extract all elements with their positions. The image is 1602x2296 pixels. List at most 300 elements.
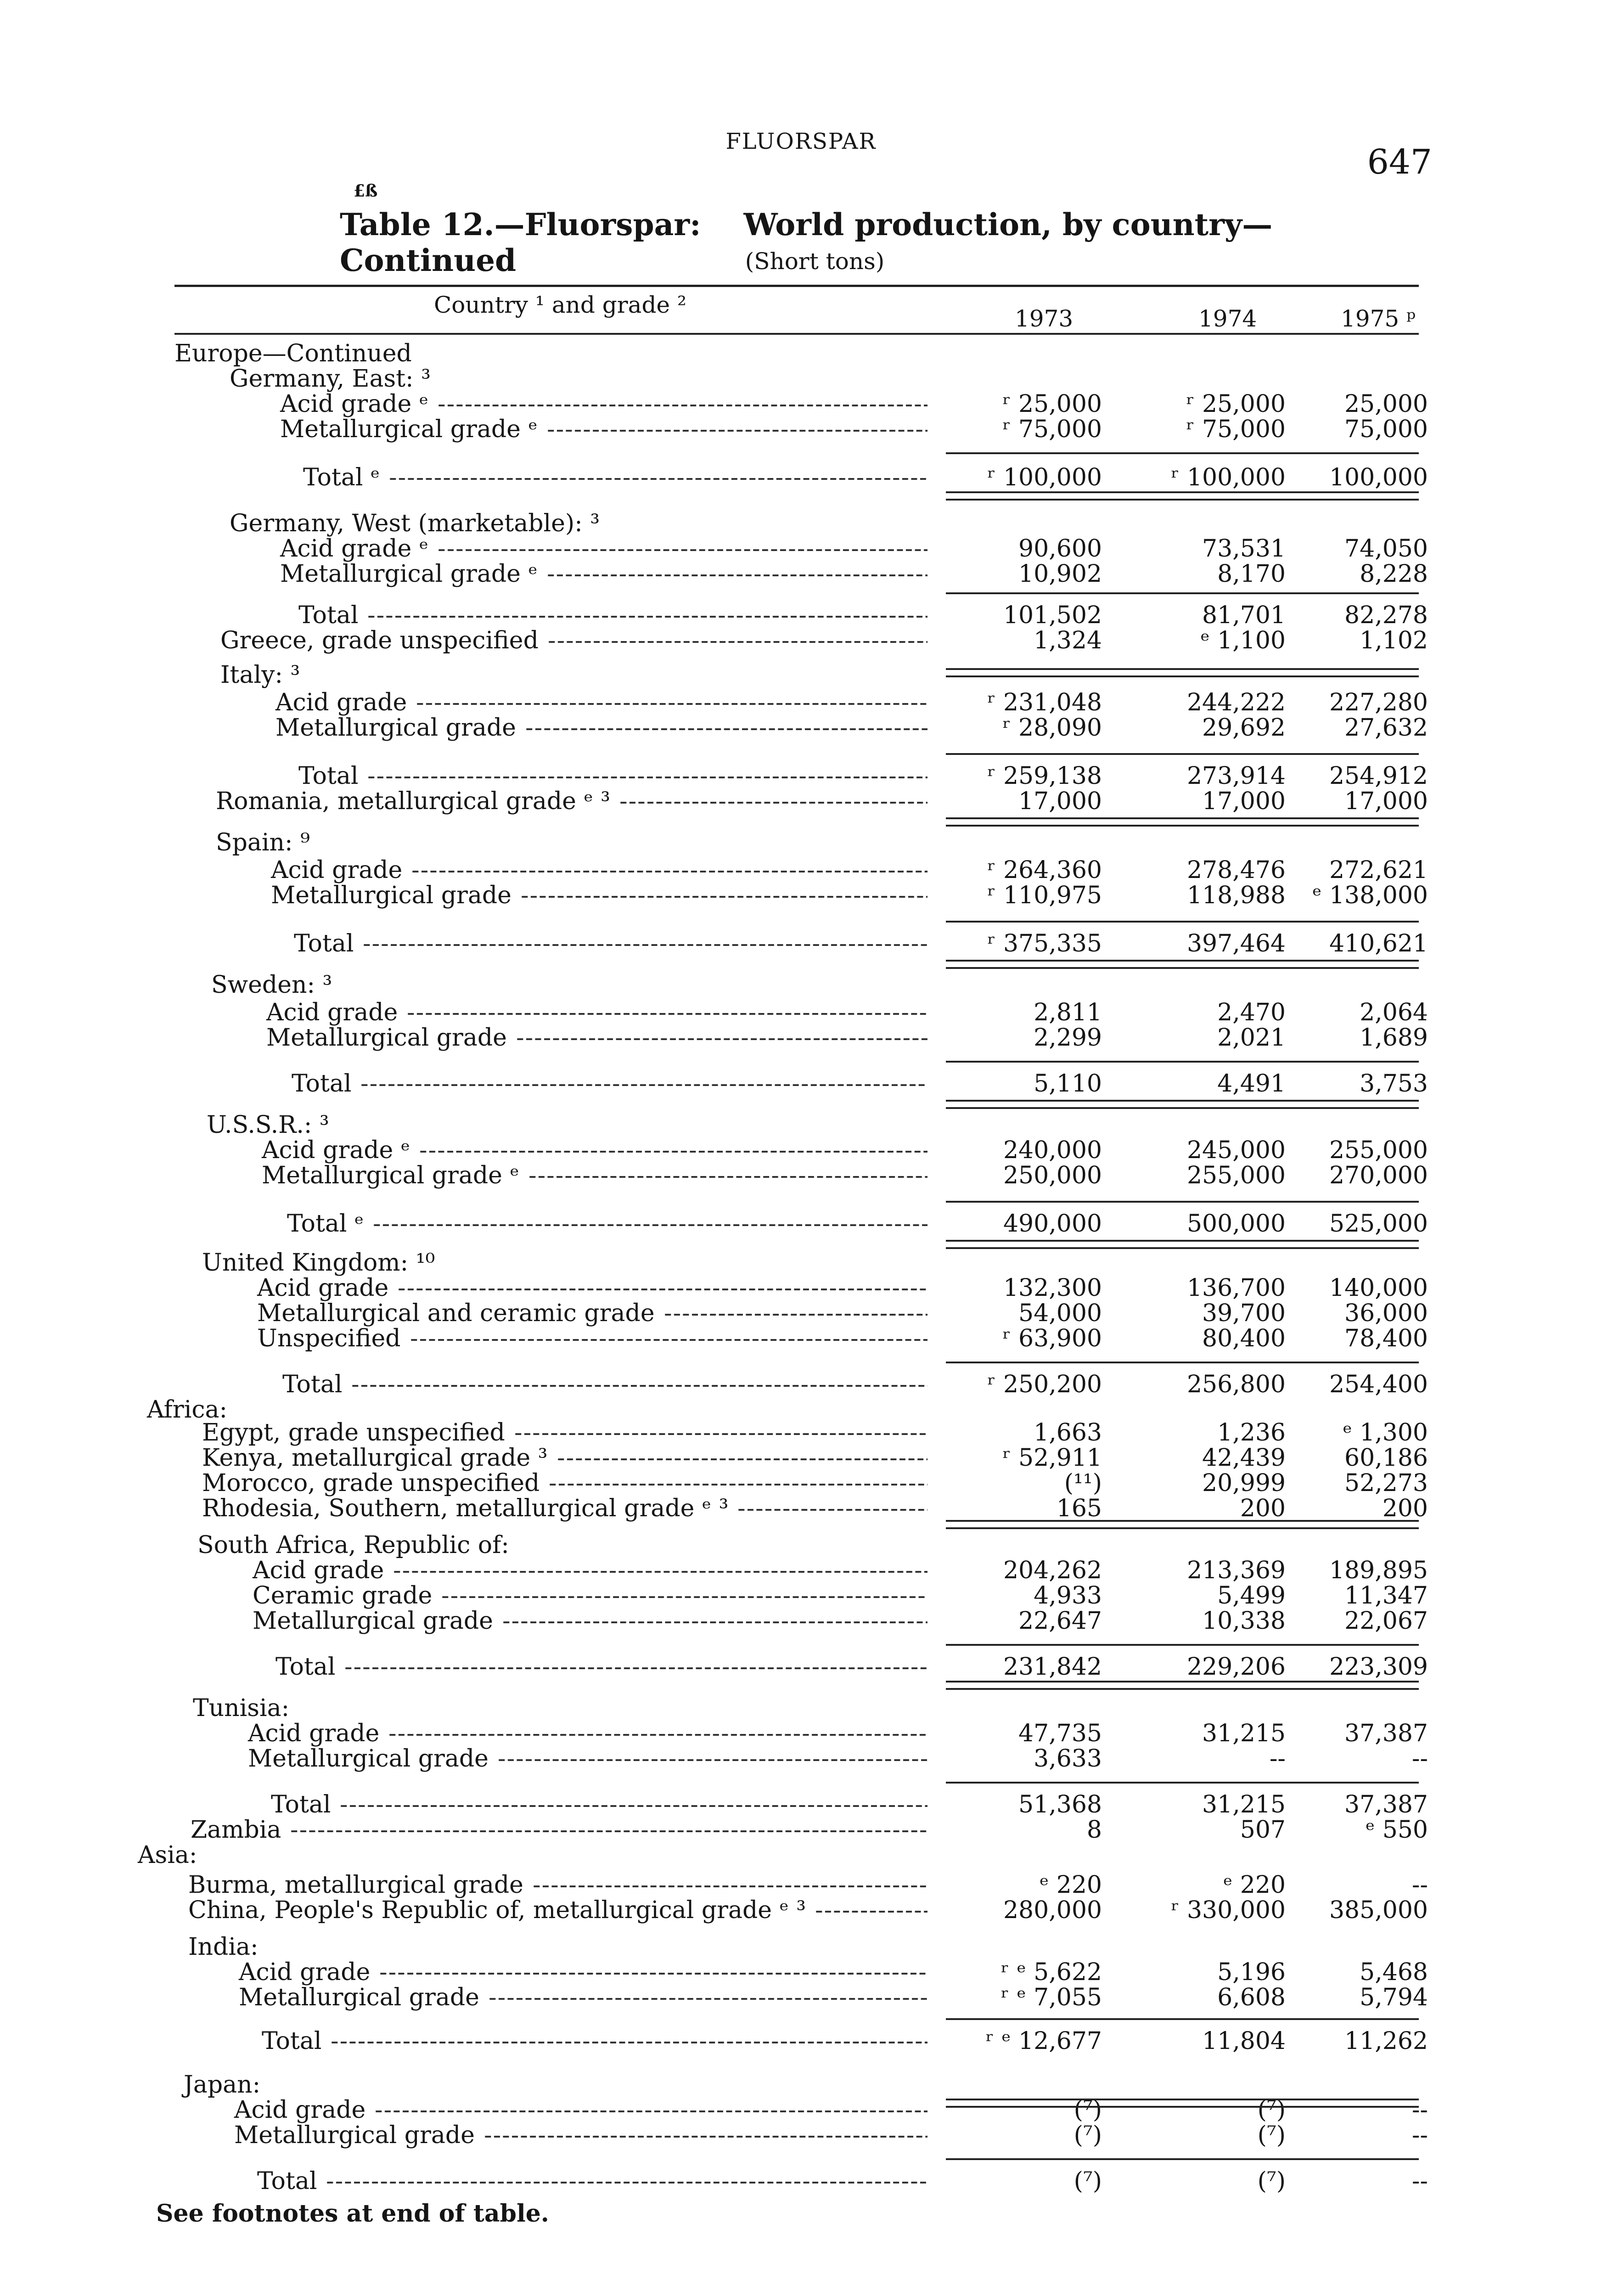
value-1973: 132,300 [1003,1274,1102,1302]
page-number: 647 [1367,142,1432,182]
table-row [0,2071,1602,2099]
double-rule [946,1240,1419,1249]
value-1974: 256,800 [1186,1371,1286,1398]
row-label: Burma, metallurgical grade [188,1871,523,1899]
table-row [0,1531,1602,1559]
value-1974: 29,692 [1202,714,1286,742]
row-label: Sweden: ³ [211,971,332,999]
value-1975: 254,912 [1329,762,1428,790]
table-row [0,390,1602,418]
dot-leader [388,1720,927,1747]
dot-leader [664,1300,927,1327]
table-row [0,1720,1602,1747]
table-row [0,416,1602,443]
value-1973: ʳ 375,335 [987,930,1102,957]
column-heading-1975: 1975 ᵖ [1341,305,1416,332]
row-label: Unspecified [257,1325,401,1352]
dot-leader [521,882,927,909]
value-1975: ᵉ 550 [1366,1816,1428,1844]
table-row [0,365,1602,393]
value-1974: 20,999 [1202,1469,1286,1497]
value-1975: 17,000 [1344,788,1428,815]
table-row [0,788,1602,815]
value-1975: 11,262 [1344,2027,1428,2055]
value-1975: 75,000 [1344,416,1428,443]
double-rule [946,668,1419,677]
value-1975: 140,000 [1329,1274,1428,1302]
dot-leader [438,535,927,563]
row-label: Total [257,2167,317,2195]
dot-leader [379,1958,927,1986]
value-1973: 165 [1056,1495,1102,1522]
table-row [0,464,1602,491]
value-1975: 74,050 [1344,535,1428,563]
value-1975: ᵉ 138,000 [1312,882,1428,909]
table-row [0,1745,1602,1773]
dot-leader [547,416,927,443]
row-label: Zambia [191,1816,281,1844]
row-label: China, People's Republic of, metallurgical grade ᵉ ³ [188,1896,806,1924]
row-label: Metallurgical grade [248,1745,489,1773]
dot-leader [331,2027,927,2055]
row-label: Total ᵉ [303,464,380,491]
value-1975: 5,468 [1360,1958,1428,1986]
value-1973: 17,000 [1018,788,1102,815]
value-1974: 81,701 [1202,602,1286,629]
value-1973: ᵉ 220 [1040,1871,1102,1899]
row-label: South Africa, Republic of: [197,1531,509,1559]
table-row [0,971,1602,999]
table-row [0,2167,1602,2195]
value-1973: ʳ 25,000 [1002,390,1102,418]
table-row [0,1582,1602,1609]
value-1973: 250,000 [1003,1162,1102,1189]
value-1975: 227,280 [1329,689,1428,716]
row-label: Acid grade [253,1557,384,1584]
double-rule [946,960,1419,969]
row-label: Metallurgical grade [271,882,512,909]
row-label: Africa: [147,1396,228,1424]
value-1975: 22,067 [1344,1607,1428,1635]
row-label: Total [275,1653,336,1681]
row-label: Acid grade [248,1720,380,1747]
table-row [0,999,1602,1026]
row-label: Acid grade ᵉ [262,1137,410,1164]
row-label: Total [294,930,354,957]
double-rule [946,1520,1419,1529]
table-row [0,1933,1602,1961]
value-1974: ʳ 75,000 [1186,416,1286,443]
value-1973: ʳ 28,090 [1002,714,1102,742]
dot-leader [484,2122,927,2149]
value-1974: ᵉ 220 [1223,1871,1286,1899]
value-1975: 25,000 [1344,390,1428,418]
value-1975: 100,000 [1329,464,1428,491]
table-row [0,1469,1602,1497]
value-1973: ʳ 52,911 [1002,1444,1102,1472]
table-row [0,2027,1602,2055]
dot-leader [548,627,927,654]
value-1973: ʳ ᵉ 7,055 [1001,1984,1102,2011]
row-label: Metallurgical grade [253,1607,493,1635]
value-1973: (⁷) [1074,2122,1102,2149]
value-1973: ʳ ᵉ 12,677 [985,2027,1102,2055]
value-1974: 8,170 [1217,560,1286,588]
value-1975: 525,000 [1329,1210,1428,1238]
total-rule [946,1201,1419,1203]
value-1975: 37,387 [1344,1791,1428,1818]
row-label: Acid grade ᵉ [280,390,428,418]
value-1974: -- [1269,1745,1286,1773]
dot-leader [549,1469,927,1497]
value-1973: 8 [1086,1816,1102,1844]
value-1973: ʳ 264,360 [987,856,1102,884]
value-1973: 22,647 [1018,1607,1102,1635]
total-rule [946,1782,1419,1784]
dot-leader [363,930,927,957]
row-label: Rhodesia, Southern, metallurgical grade ᵉ ³ [202,1495,729,1522]
table-row [0,1325,1602,1352]
table-row [0,1249,1602,1277]
row-label: Germany, East: ³ [230,365,431,393]
dot-leader [407,999,927,1026]
dot-leader [516,1024,927,1052]
double-rule [946,2099,1419,2108]
table-row [0,1210,1602,1238]
row-label: Egypt, grade unspecified [202,1419,505,1446]
table-row [0,1070,1602,1097]
table-row [0,1137,1602,1164]
value-1974: 17,000 [1202,788,1286,815]
table-row [0,2122,1602,2149]
total-rule [946,1061,1419,1063]
total-rule [946,1362,1419,1363]
value-1974: 10,338 [1202,1607,1286,1635]
table-title-lead: Table 12.—Fluorspar: [340,207,701,242]
row-label: Europe—Continued [174,340,412,367]
value-1975: 5,794 [1360,1984,1428,2011]
dot-leader [290,1816,927,1844]
value-1974: 255,000 [1186,1162,1286,1189]
dot-leader [375,2096,927,2124]
value-1975: 82,278 [1344,602,1428,629]
value-1974: 31,215 [1202,1791,1286,1818]
row-label: Total [262,2027,322,2055]
dot-leader [498,1745,927,1773]
value-1975: 37,387 [1344,1720,1428,1747]
row-label: Metallurgical grade [266,1024,507,1052]
row-label: India: [188,1933,259,1961]
value-1975: 223,309 [1329,1653,1428,1681]
row-label: Total [292,1070,352,1097]
value-1973: ʳ 110,975 [987,882,1102,909]
value-1973: 2,811 [1034,999,1102,1026]
value-1975: 272,621 [1329,856,1428,884]
value-1974: 397,464 [1186,930,1286,957]
table-row [0,1274,1602,1302]
total-rule [946,592,1419,594]
value-1974: 42,439 [1202,1444,1286,1472]
table-row [0,1557,1602,1584]
dot-leader [398,1274,927,1302]
value-1974: 5,499 [1217,1582,1286,1609]
value-1975: -- [1411,2096,1428,2124]
value-1974: 273,914 [1186,762,1286,790]
value-1974: 213,369 [1186,1557,1286,1584]
value-1974: 5,196 [1217,1958,1286,1986]
dot-leader [441,1582,927,1609]
table-row [0,1984,1602,2011]
table-row [0,1024,1602,1052]
footnote-reference: See footnotes at end of table. [156,2200,549,2228]
row-label: United Kingdom: ¹⁰ [202,1249,435,1277]
value-1975: ᵉ 1,300 [1343,1419,1428,1446]
value-1975: 1,689 [1360,1024,1428,1052]
value-1975: -- [1411,2167,1428,2195]
dot-leader [737,1495,927,1522]
table-row [0,856,1602,884]
value-1973: ʳ 259,138 [987,762,1102,790]
dot-leader [416,689,927,716]
value-1975: 3,753 [1360,1070,1428,1097]
row-label: Acid grade [234,2096,366,2124]
value-1974: 118,988 [1186,882,1286,909]
value-1973: ʳ 63,900 [1002,1325,1102,1352]
double-rule [946,1681,1419,1690]
value-1974: (⁷) [1257,2167,1286,2195]
table-title-rest: World production, by country—Continued [340,207,1273,278]
value-1974: 1,236 [1217,1419,1286,1446]
value-1975: 52,273 [1344,1469,1428,1497]
value-1975: 78,400 [1344,1325,1428,1352]
table-row [0,829,1602,856]
row-label: Metallurgical grade [275,714,516,742]
table-row [0,930,1602,957]
table-row [0,1653,1602,1681]
value-1975: -- [1411,2122,1428,2149]
value-1974: ʳ 330,000 [1171,1896,1286,1924]
row-label: Total [271,1791,331,1818]
value-1973: 1,663 [1034,1419,1102,1446]
row-label: Asia: [138,1841,197,1869]
dot-leader [528,1162,927,1189]
dot-leader [410,1325,927,1352]
dot-leader [419,1137,927,1164]
value-1975: 385,000 [1329,1896,1428,1924]
value-1975: 2,064 [1360,999,1428,1026]
value-1973: 10,902 [1018,560,1102,588]
dot-leader [619,788,927,815]
value-1973: 4,933 [1034,1582,1102,1609]
value-1974: ʳ 100,000 [1171,464,1286,491]
total-rule [946,452,1419,454]
value-1974: 200 [1240,1495,1286,1522]
row-label: Acid grade [266,999,398,1026]
value-1975: 200 [1382,1495,1428,1522]
value-1973: 90,600 [1018,535,1102,563]
value-1973: 204,262 [1003,1557,1102,1584]
dot-leader [393,1557,927,1584]
table-row [0,560,1602,588]
table-row [0,1495,1602,1522]
dot-leader [367,762,927,790]
row-label: Total [298,762,359,790]
row-label: U.S.S.R.: ³ [207,1111,329,1139]
row-label: Acid grade [271,856,403,884]
value-1974: 244,222 [1186,689,1286,716]
row-label: Acid grade ᵉ [280,535,428,563]
value-1975: 27,632 [1344,714,1428,742]
table-row [0,1841,1602,1869]
row-label: Acid grade [257,1274,389,1302]
value-1973: (¹¹) [1064,1469,1102,1497]
value-1974: (⁷) [1257,2122,1286,2149]
value-1974: 73,531 [1202,535,1286,563]
row-label: Germany, West (marketable): ³ [230,510,600,537]
table-row [0,1896,1602,1924]
dot-leader [344,1653,927,1681]
table-row [0,1958,1602,1986]
dot-leader [533,1871,927,1899]
table-row [0,1791,1602,1818]
dot-leader [514,1419,927,1446]
double-rule [946,491,1419,501]
total-rule [946,1644,1419,1646]
dot-leader [411,856,927,884]
value-1973: ʳ 100,000 [987,464,1102,491]
value-1974: 11,804 [1202,2027,1286,2055]
value-1974: 4,491 [1217,1070,1286,1097]
value-1974: 2,470 [1217,999,1286,1026]
table-top-rule [174,285,1419,287]
value-1975: 1,102 [1360,627,1428,654]
value-1975: -- [1411,1871,1428,1899]
value-1973: ʳ 250,200 [987,1371,1102,1398]
row-label: Metallurgical and ceramic grade [257,1300,655,1327]
value-1973: 3,633 [1034,1745,1102,1773]
value-1973: ʳ 231,048 [987,689,1102,716]
row-label: Kenya, metallurgical grade ³ [202,1444,548,1472]
value-1975: 60,186 [1344,1444,1428,1472]
dot-leader [438,390,927,418]
value-1975: 254,400 [1329,1371,1428,1398]
value-1974: 2,021 [1217,1024,1286,1052]
column-heading-1974: 1974 [1198,305,1257,332]
dot-leader [525,714,927,742]
dot-leader [502,1607,927,1635]
row-label: Ceramic grade [253,1582,433,1609]
value-1974: 500,000 [1186,1210,1286,1238]
table-row [0,1444,1602,1472]
value-1973: 51,368 [1018,1791,1102,1818]
value-1973: (⁷) [1074,2096,1102,2124]
value-1975: 11,347 [1344,1582,1428,1609]
table-row [0,1162,1602,1189]
row-label: Acid grade [239,1958,371,1986]
row-label: Metallurgical grade ᵉ [262,1162,519,1189]
value-1974: 245,000 [1186,1137,1286,1164]
value-1973: 47,735 [1018,1720,1102,1747]
row-label: Total [282,1371,343,1398]
dot-leader [557,1444,927,1472]
table-row [0,340,1602,367]
row-label: Japan: [184,2071,261,2099]
double-rule [946,1100,1419,1109]
row-label: Italy: ³ [220,661,300,689]
value-1975: 255,000 [1329,1137,1428,1164]
row-label: Metallurgical grade [239,1984,479,2011]
row-label: Total [298,602,359,629]
double-rule [946,817,1419,827]
table-row [0,1300,1602,1327]
value-1974: ᵉ 1,100 [1200,627,1286,654]
row-label: Acid grade [275,689,407,716]
table-row [0,602,1602,629]
value-1974: ʳ 25,000 [1186,390,1286,418]
table-row [0,714,1602,742]
row-label: Metallurgical grade ᵉ [280,560,538,588]
value-1973: 5,110 [1034,1070,1102,1097]
value-1974: 31,215 [1202,1720,1286,1747]
value-1974: 229,206 [1186,1653,1286,1681]
table-row [0,627,1602,654]
value-1973: 240,000 [1003,1137,1102,1164]
value-1974: (⁷) [1257,2096,1286,2124]
total-rule [946,2018,1419,2020]
dot-leader [373,1210,927,1238]
value-1973: 280,000 [1003,1896,1102,1924]
dot-leader [547,560,927,588]
table-row [0,1607,1602,1635]
row-label: Total ᵉ [287,1210,364,1238]
value-1973: 101,502 [1003,602,1102,629]
table-row [0,1419,1602,1446]
value-1973: 2,299 [1034,1024,1102,1052]
row-label: Tunisia: [193,1694,290,1722]
value-1973: 231,842 [1003,1653,1102,1681]
table-row [0,1694,1602,1722]
table-heading-rule [174,333,1419,335]
table-subtitle: (Short tons) [745,248,885,275]
value-1974: 39,700 [1202,1300,1286,1327]
table-row [0,535,1602,563]
value-1975: 270,000 [1329,1162,1428,1189]
value-1975: 36,000 [1344,1300,1428,1327]
value-1973: ʳ ᵉ 5,622 [1001,1958,1102,1986]
value-1974: 278,476 [1186,856,1286,884]
column-heading-1973: 1973 [1015,305,1074,332]
row-label: Spain: ⁹ [216,829,310,856]
dot-leader [351,1371,927,1398]
table-row [0,1816,1602,1844]
table-row [0,1871,1602,1899]
row-label: Romania, metallurgical grade ᵉ ³ [216,788,610,815]
table-row [0,689,1602,716]
value-1973: 1,324 [1034,627,1102,654]
column-heading-country: Country ¹ and grade ² [434,292,686,318]
printer-mark: £ß [354,181,378,201]
total-rule [946,2158,1419,2160]
value-1973: (⁷) [1074,2167,1102,2195]
dot-leader [326,2167,927,2195]
value-1975: -- [1411,1745,1428,1773]
total-rule [946,921,1419,923]
value-1975: 189,895 [1329,1557,1428,1584]
row-label: Greece, grade unspecified [220,627,539,654]
value-1975: 410,621 [1329,930,1428,957]
table-row [0,1371,1602,1398]
dot-leader [340,1791,927,1818]
